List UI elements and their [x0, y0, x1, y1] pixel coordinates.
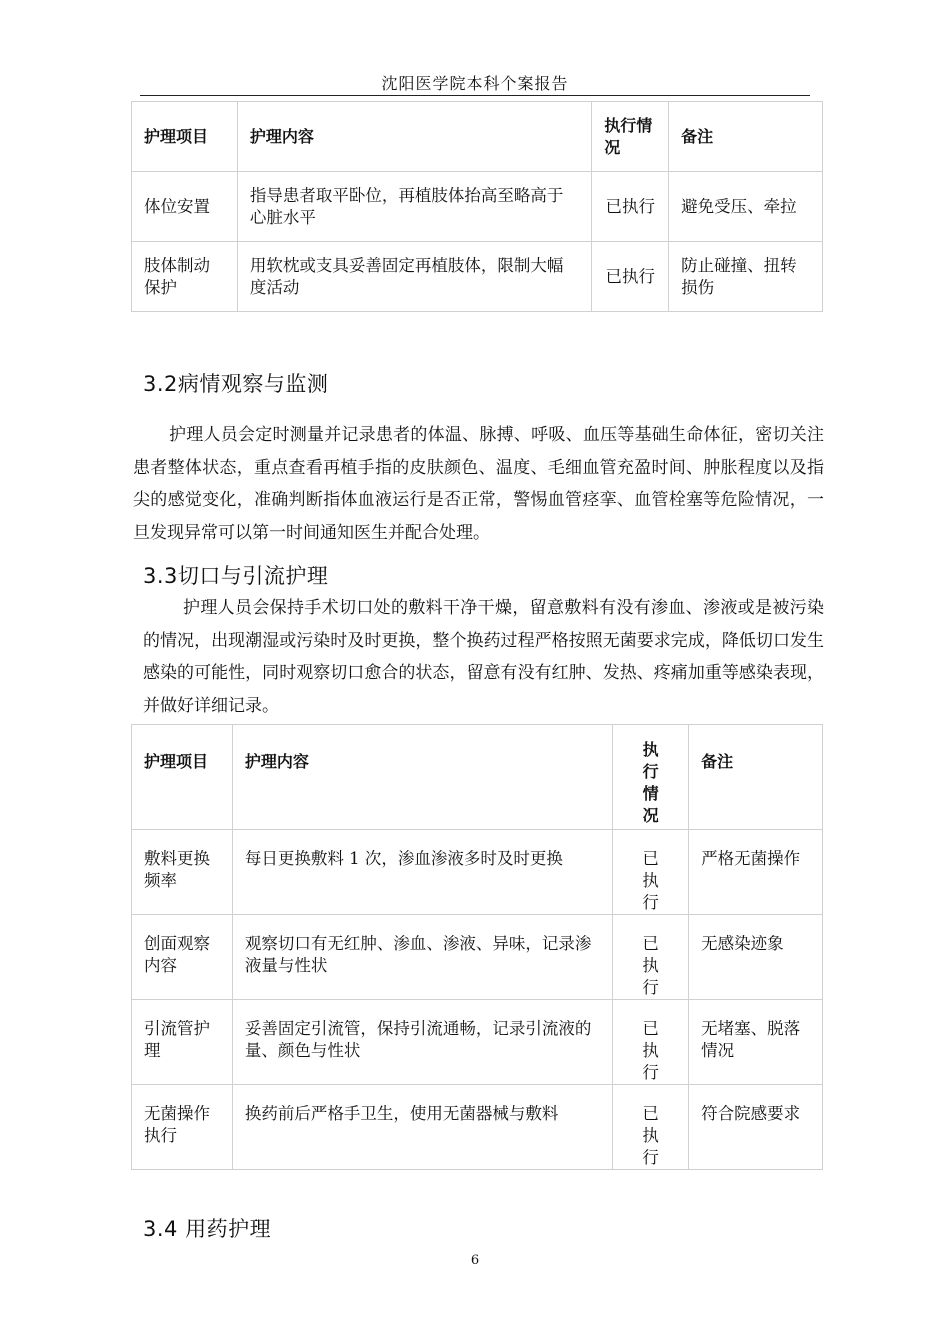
- cell-status: 已执行: [642, 1104, 659, 1167]
- page-header: 沈阳医学院本科个案报告: [381, 74, 569, 93]
- cell-status: 已执行: [642, 934, 659, 997]
- table-row: [132, 1000, 823, 1085]
- header-remark: 备注: [689, 725, 823, 830]
- table-row: [132, 172, 823, 242]
- cell-remark: 符合院感要求: [689, 1085, 823, 1170]
- header-status: 执行情况: [642, 740, 659, 825]
- table-header-row: [132, 725, 823, 830]
- header-item: 护理项目: [132, 102, 238, 172]
- cell-remark: 防止碰撞、扭转损伤: [669, 242, 823, 312]
- table-row: [132, 915, 823, 1000]
- cell-content: 每日更换敷料 1 次，渗血渗液多时及时更换: [232, 830, 612, 915]
- cell-content: 换药前后严格手卫生，使用无菌器械与敷料: [232, 1085, 612, 1170]
- cell-content: 妥善固定引流管，保持引流通畅，记录引流液的量、颜色与性状: [232, 1000, 612, 1085]
- header-content: 护理内容: [237, 102, 591, 172]
- cell-remark: 无堵塞、脱落情况: [689, 1000, 823, 1085]
- section-title-3-4: 3.4 用药护理: [143, 1217, 272, 1241]
- cell-status: 已执行: [592, 242, 669, 312]
- cell-item: 敷料更换频率: [132, 830, 233, 915]
- table-row: [132, 830, 823, 915]
- cell-status: 已执行: [642, 1019, 659, 1082]
- paragraph-3-2: 护理人员会定时测量并记录患者的体温、脉搏、呼吸、血压等基础生命体征，密切关注患者整体状态，重点查看再植手指的皮肤颜色、温度、毛细血管充盈时间、肿胀程度以及指尖的感觉变化，准确判断指体血液运行是否正常，警惕血管痉挛、血管栓塞等危险情况，一旦发现异常可以第一时间通知医生并配合处理。: [133, 425, 824, 543]
- cell-item: 引流管护理: [132, 1000, 233, 1085]
- cell-status: 已执行: [592, 172, 669, 242]
- cell-item: 创面观察内容: [132, 915, 233, 1000]
- section-title-3-2: 3.2病情观察与监测: [143, 372, 329, 396]
- header-rule: [140, 95, 810, 96]
- header-content: 护理内容: [232, 725, 612, 830]
- cell-item: 肢体制动保护: [132, 242, 238, 312]
- section-title-3-3: 3.3切口与引流护理: [143, 564, 329, 588]
- cell-remark: 严格无菌操作: [689, 830, 823, 915]
- nursing-table-incision: [131, 724, 823, 1170]
- cell-content: 观察切口有无红肿、渗血、渗液、异味，记录渗液量与性状: [232, 915, 612, 1000]
- table-header-row: [132, 102, 823, 172]
- cell-item: 体位安置: [132, 172, 238, 242]
- header-remark: 备注: [669, 102, 823, 172]
- nursing-table-position: [131, 101, 823, 312]
- table-row: [132, 242, 823, 312]
- cell-content: 用软枕或支具妥善固定再植肢体，限制大幅度活动: [237, 242, 591, 312]
- cell-status: 已执行: [642, 849, 659, 912]
- cell-remark: 避免受压、牵拉: [669, 172, 823, 242]
- header-item: 护理项目: [132, 725, 233, 830]
- paragraph-3-3: 护理人员会保持手术切口处的敷料干净干燥，留意敷料有没有渗血、渗液或是被污染的情况，出现潮湿或污染时及时更换，整个换药过程严格按照无菌要求完成，降低切口发生感染的可能性，同时观察切口愈合的状态，留意有没有红肿、发热、疼痛加重等感染表现，并做好详细记录。: [143, 598, 824, 716]
- table-row: [132, 1085, 823, 1170]
- cell-item: 无菌操作执行: [132, 1085, 233, 1170]
- cell-remark: 无感染迹象: [689, 915, 823, 1000]
- cell-content: 指导患者取平卧位，再植肢体抬高至略高于心脏水平: [237, 172, 591, 242]
- page-number: 6: [470, 1253, 480, 1268]
- header-status: 执行情况: [592, 102, 669, 172]
